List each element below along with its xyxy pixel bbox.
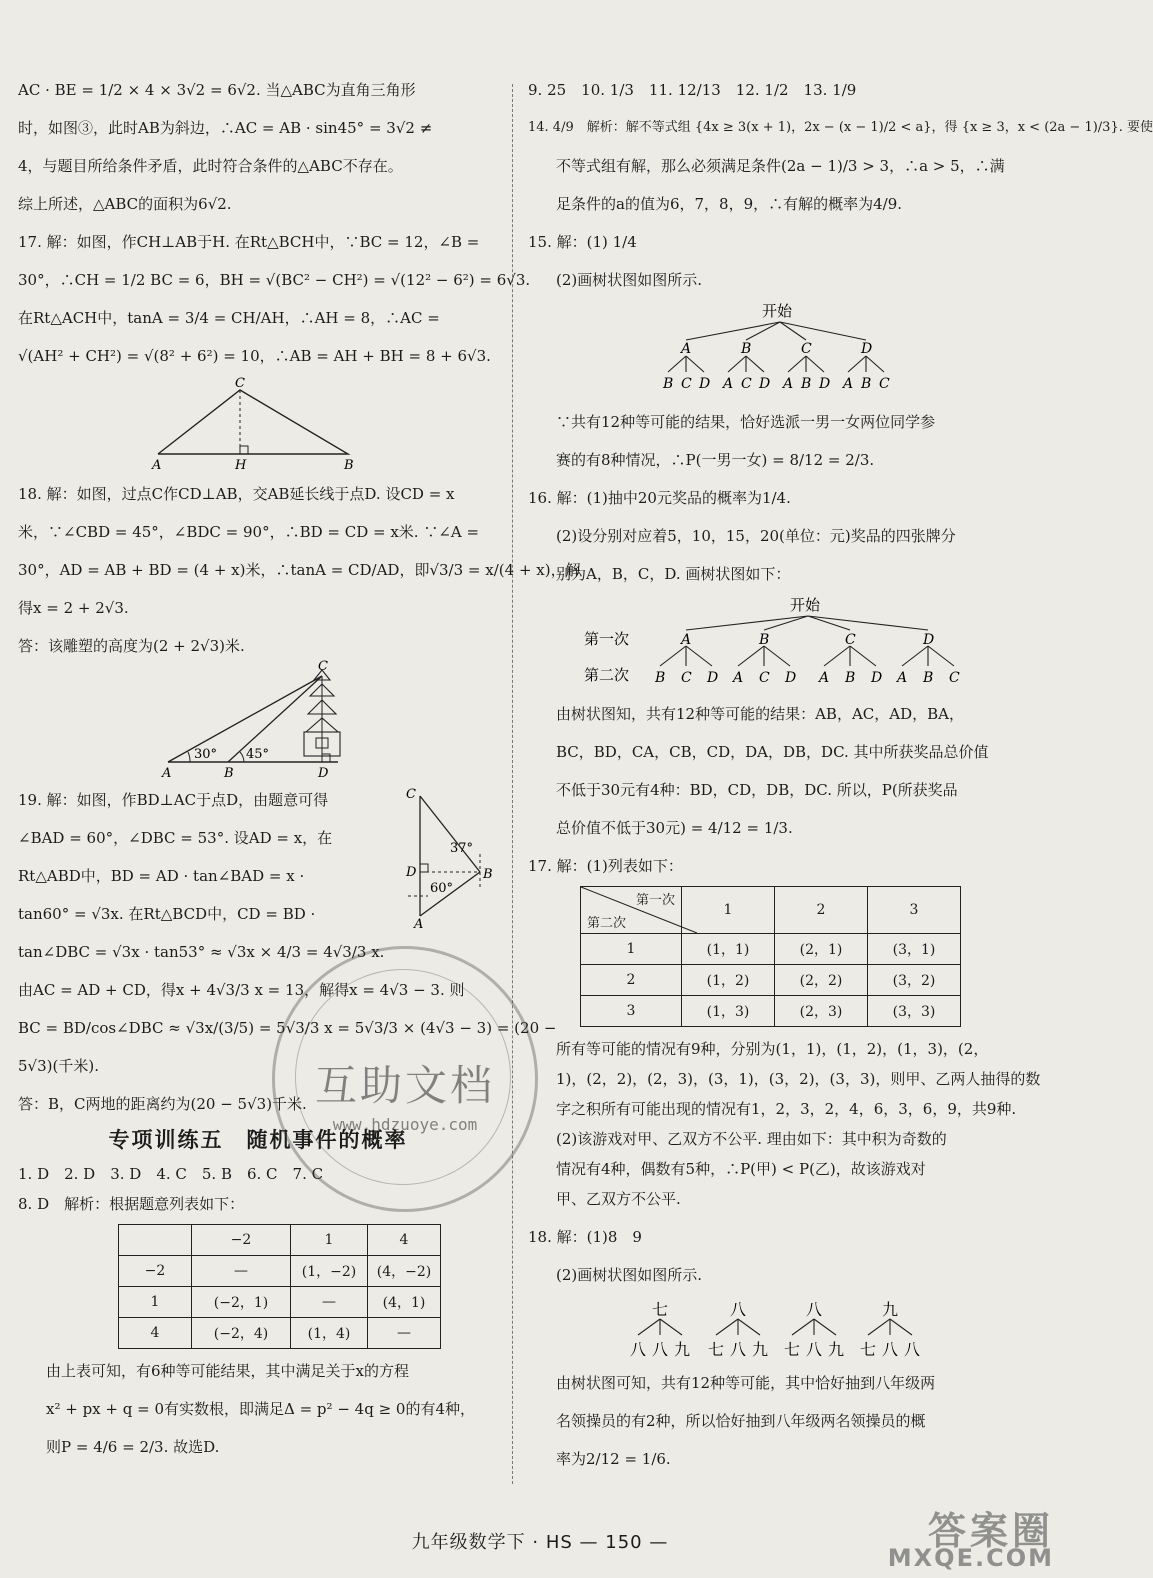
text-line: 9. 25 10. 1/3 11. 12/13 12. 1/2 13. 1/9 (528, 81, 857, 99)
text-line: BC = BD/cos∠DBC ≈ √3x/(3/5) = 5√3/3 x = 5√3/3 × (4√3 − 3) = (20 − (18, 1019, 557, 1037)
tree-leaf: B (861, 376, 872, 392)
fig19-label-c: C (406, 787, 416, 802)
text-line: tan∠DBC = √3x · tan53° ≈ √3x × 4/3 = 4√3/3 x. (18, 943, 385, 961)
text-line: 米，∵∠CBD = 45°，∠BDC = 90°，∴BD = CD = x米. ∵∠A = (18, 523, 480, 541)
table-cell: 1 (581, 934, 682, 965)
tree-leaf: A (723, 376, 734, 392)
table-cell: — (368, 1318, 441, 1349)
text-line: x² + px + q = 0有实数根，即满足Δ = p² − 4q ≥ 0的有4种， (46, 1400, 475, 1418)
tree-leaf: C (681, 670, 692, 686)
text-line: (2)画树状图如图所示. (556, 271, 703, 289)
table-cell: −2 (119, 1256, 192, 1287)
text-line: √(AH² + CH²) = √(8² + 6²) = 10，∴AB = AH + BH = 8 + 6√3. (18, 347, 491, 365)
text-line: 字之积所有可能出现的情况有1，2，3，2，4，6，3，6，9，共9种. (556, 1100, 1017, 1118)
tree-leaf: A (897, 670, 908, 686)
table-cell: (1，−2) (291, 1256, 368, 1287)
tree-leaf: 八 (730, 1340, 747, 1359)
text-line: 14. 4/9 解析：解不等式组 {4x ≥ 3(x + 1)，2x − (x − 1)/2 < a}，得 {x ≥ 3，x < (2a − 1)/3}. 要使 (528, 120, 1153, 135)
table-cell: −2 (192, 1225, 291, 1256)
table-cell: 1 (291, 1225, 368, 1256)
tree-diagram-16 (528, 594, 1018, 692)
table-cell: (3，1) (868, 934, 961, 965)
text-line: 不等式组有解，那么必须满足条件(2a − 1)/3 > 3，∴a > 5，∴满 (556, 157, 1005, 175)
q17-table (580, 886, 961, 1027)
tree-node: D (923, 632, 935, 648)
text-line: 别为A，B，C，D. 画树状图如下： (556, 565, 791, 583)
answers-row: 1. D 2. D 3. D 4. C 5. B 6. C 7. C (18, 1165, 324, 1183)
text-line: BC，BD，CA，CB，CD，DA，DB，DC. 其中所获奖品总价值 (556, 743, 989, 761)
figure-19-triangle (388, 784, 498, 930)
table-row (119, 1318, 441, 1349)
tree-leaf: 七 (784, 1340, 801, 1359)
text-line: 由树状图知，共有12种等可能的结果：AB，AC，AD，BA， (556, 705, 964, 723)
tree-leaf: B (923, 670, 934, 686)
tree-node: B (759, 632, 770, 648)
page-footer: 九年级数学下 · HS — 150 — (411, 1532, 669, 1553)
tree-leaf: A (819, 670, 830, 686)
tree-leaf: D (785, 670, 797, 686)
header-top: 第一次 (635, 893, 675, 908)
table-cell: (2，2) (775, 965, 868, 996)
text-line: 19. 解：如图，作BD⊥AC于点D，由题意可得 (18, 791, 329, 809)
text-line: 名领操员的有2种，所以恰好抽到八年级两名领操员的概 (556, 1412, 926, 1430)
text-line: Rt△ABD中，BD = AD · tan∠BAD = x · (18, 867, 305, 885)
fig17-label-b: B (344, 458, 354, 473)
tree-leaf: 九 (752, 1340, 769, 1359)
fig17-label-a: A (152, 458, 162, 473)
text-line: 答：B，C两地的距离约为(20 − 5√3)千米. (18, 1095, 307, 1113)
text-line: (2)画树状图如图所示. (556, 1266, 703, 1284)
tree-leaf: C (759, 670, 770, 686)
text-line: 得x = 2 + 2√3. (18, 599, 129, 617)
fig17-label-h: H (235, 458, 247, 473)
tree-leaf: 八 (806, 1340, 823, 1359)
table-cell: (1，2) (682, 965, 775, 996)
text-line: ∵共有12种等可能的结果，恰好选派一男一女两位同学参 (556, 413, 936, 431)
tree15-root: 开始 (762, 302, 793, 320)
text-line: 总价值不低于30元) = 4/12 = 1/3. (556, 819, 793, 837)
table-cell: 3 (868, 887, 961, 934)
text-line: 赛的有8种情况，∴P(一男一女) = 8/12 = 2/3. (556, 451, 875, 469)
tree-node: 八 (806, 1300, 823, 1319)
tree-leaf: 九 (674, 1340, 691, 1359)
table-cell: (−2，4) (192, 1318, 291, 1349)
table-row (581, 965, 961, 996)
table-cell: 1 (119, 1287, 192, 1318)
corner-logo (887, 1500, 1064, 1572)
tree-leaf: C (879, 376, 890, 392)
fig19-angle-bottom: 60° (430, 881, 454, 896)
q8-table (118, 1224, 441, 1349)
fig18-label-b: B (224, 766, 234, 781)
text-line: 5√3)(千米). (18, 1057, 99, 1075)
table-cell: 1 (682, 887, 775, 934)
text-line: 在Rt△ACH中，tanA = 3/4 = CH/AH，∴AH = 8，∴AC = (18, 309, 440, 327)
tree-leaf: 七 (860, 1340, 877, 1359)
fig18-angle-b: 45° (246, 747, 270, 762)
tree-leaf: 八 (630, 1340, 647, 1359)
text-line: 18. 解：如图，过点C作CD⊥AB，交AB延长线于点D. 设CD = x (18, 485, 455, 503)
fig18-label-a: A (162, 766, 172, 781)
tree-node: 七 (652, 1300, 669, 1319)
tree-node: 八 (730, 1300, 747, 1319)
text-line: 时，如图③，此时AB为斜边，∴AC = AB · sin45° = 3√2 ≠ (18, 119, 433, 137)
text-line: AC · BE = 1/2 × 4 × 3√2 = 6√2. 当△ABC为直角三角形 (18, 81, 416, 99)
tree-node: A (681, 341, 692, 357)
text-line: 情况有4种，偶数有5种，∴P(甲) < P(乙)，故该游戏对 (556, 1160, 926, 1178)
diagonal-header-cell (581, 887, 682, 934)
figure-18-sculpture (18, 659, 498, 781)
text-line: 率为2/12 = 1/6. (556, 1450, 671, 1468)
table-cell (119, 1225, 192, 1256)
tree-diagram-15 (528, 300, 1018, 400)
tree-leaf: D (699, 376, 711, 392)
table-cell: 2 (581, 965, 682, 996)
table-cell: (3，2) (868, 965, 961, 996)
corner-logo-top: 答案圈 (927, 1509, 1054, 1553)
text-line: 1)，(2，2)，(2，3)，(3，1)，(3，2)，(3，3)，则甲、乙两人抽得的数 (556, 1070, 1041, 1088)
table-cell: (2，1) (775, 934, 868, 965)
text-line: 则P = 4/6 = 2/3. 故选D. (46, 1438, 220, 1456)
text-line: 由AC = AD + CD，得x + 4√3/3 x = 13，解得x = 4√3 − 3. 则 (18, 981, 465, 999)
table-cell: (2，3) (775, 996, 868, 1027)
tree-leaf: 九 (828, 1340, 845, 1359)
tree-leaf: C (681, 376, 692, 392)
fig18-label-d: D (318, 766, 329, 781)
tree-leaf: 八 (882, 1340, 899, 1359)
tree-leaf: D (871, 670, 883, 686)
text-line: 15. 解：(1) 1/4 (528, 233, 637, 251)
tree-leaf: 七 (708, 1340, 725, 1359)
tree-leaf: B (663, 376, 674, 392)
fig19-angle-top: 37° (450, 841, 474, 856)
text-line: 18. 解：(1)8 9 (528, 1228, 642, 1246)
tree-node: D (861, 341, 873, 357)
column-divider (512, 84, 513, 1484)
text-line: 答：该雕塑的高度为(2 + 2√3)米. (18, 637, 245, 655)
watermark-main-text: 互助文档 (314, 1061, 495, 1110)
table-row (119, 1225, 441, 1256)
table-cell: (−2，1) (192, 1287, 291, 1318)
tree-leaf: B (845, 670, 856, 686)
tree-leaf: D (759, 376, 771, 392)
tree-leaf: A (783, 376, 794, 392)
table-cell: 2 (775, 887, 868, 934)
fig19-label-a: A (414, 917, 424, 932)
text-line: 4，与题目所给条件矛盾，此时符合条件的△ABC不存在。 (18, 157, 403, 175)
table-cell: (4，1) (368, 1287, 441, 1318)
text-line: 不低于30元有4种：BD，CD，DB，DC. 所以，P(所获奖品 (556, 781, 958, 799)
tree-node: C (845, 632, 856, 648)
table-row (581, 996, 961, 1027)
tree-leaf: C (741, 376, 752, 392)
tree-diagram-18 (528, 1295, 1018, 1361)
tree-leaf: A (843, 376, 854, 392)
fig18-label-c: C (318, 659, 328, 674)
table-cell: (1，4) (291, 1318, 368, 1349)
fig17-label-c: C (235, 376, 245, 391)
left-column (18, 80, 581, 1475)
text-line: 综上所述，△ABC的面积为6√2. (18, 195, 232, 213)
table-cell: — (192, 1256, 291, 1287)
text-line: 由上表可知，有6种等可能结果，其中满足关于x的方程 (46, 1362, 410, 1380)
tree-leaf: B (801, 376, 812, 392)
tree-leaf: D (819, 376, 831, 392)
table-cell: — (291, 1287, 368, 1318)
text-line: 足条件的a的值为6，7，8，9，∴有解的概率为4/9. (556, 195, 903, 213)
text-line: 30°，AD = AB + BD = (4 + x)米，∴tanA = CD/AD，即√3/3 = x/(4 + x)，解 (18, 561, 581, 579)
tree-node: A (681, 632, 692, 648)
tree-leaf: D (707, 670, 719, 686)
figure-17-triangle (18, 376, 498, 472)
fig19-label-b: B (483, 867, 493, 882)
tree16-level1-label: 第一次 (584, 630, 630, 648)
table-cell: 4 (119, 1318, 192, 1349)
section-title: 专项训练五 随机事件的概率 (108, 1128, 408, 1152)
tree16-level2-label: 第二次 (584, 666, 630, 684)
text-line: 16. 解：(1)抽中20元奖品的概率为1/4. (528, 489, 791, 507)
table-row (581, 887, 961, 934)
table-cell: (3，3) (868, 996, 961, 1027)
text-line: 17. 解：如图，作CH⊥AB于H. 在Rt△BCH中，∵BC = 12，∠B = (18, 233, 480, 251)
text-line: tan60° = √3x. 在Rt△BCD中，CD = BD · (18, 905, 316, 923)
header-bottom: 第二次 (587, 916, 627, 931)
text-line: (2)设分别对应着5，10，15，20(单位：元)奖品的四张牌分 (556, 527, 956, 545)
tree-node: C (801, 341, 812, 357)
tree-leaf: C (949, 670, 960, 686)
watermark-url-text: www.hdzuoye.com (332, 1115, 478, 1134)
tree-leaf: B (655, 670, 666, 686)
tree-leaf: 八 (652, 1340, 669, 1359)
tree16-root: 开始 (790, 596, 821, 614)
table-row (119, 1256, 441, 1287)
table-row (119, 1287, 441, 1318)
text-line: 所有等可能的情况有9种，分别为(1，1)，(1，2)，(1，3)，(2， (556, 1040, 989, 1058)
tree-leaf: 八 (904, 1340, 921, 1359)
table-cell: 4 (368, 1225, 441, 1256)
corner-logo-bottom: MXQE.COM (887, 1544, 1054, 1572)
tree-node: B (741, 341, 752, 357)
table-cell: (1，3) (682, 996, 775, 1027)
fig19-label-d: D (406, 865, 417, 880)
text-line: ∠BAD = 60°，∠DBC = 53°. 设AD = x，在 (18, 829, 333, 847)
text-line: 30°，∴CH = 1/2 BC = 6，BH = √(BC² − CH²) = √(12² − 6²) = 6√3. (18, 271, 531, 289)
fig18-angle-a: 30° (194, 747, 218, 762)
table-cell: 3 (581, 996, 682, 1027)
text-line: (2)该游戏对甲、乙双方不公平. 理由如下：其中积为奇数的 (556, 1130, 947, 1148)
right-column (528, 80, 1153, 1487)
tree-leaf: A (733, 670, 744, 686)
table-cell: (4，−2) (368, 1256, 441, 1287)
text-line: 甲、乙双方不公平. (556, 1190, 681, 1208)
text-line: 由树状图可知，共有12种等可能，其中恰好抽到八年级两 (556, 1374, 936, 1392)
text-line: 17. 解：(1)列表如下： (528, 857, 683, 875)
q8-intro: 8. D 解析：根据题意列表如下： (18, 1195, 245, 1213)
table-cell: (1，1) (682, 934, 775, 965)
table-row (581, 934, 961, 965)
tree-node: 九 (882, 1300, 899, 1319)
